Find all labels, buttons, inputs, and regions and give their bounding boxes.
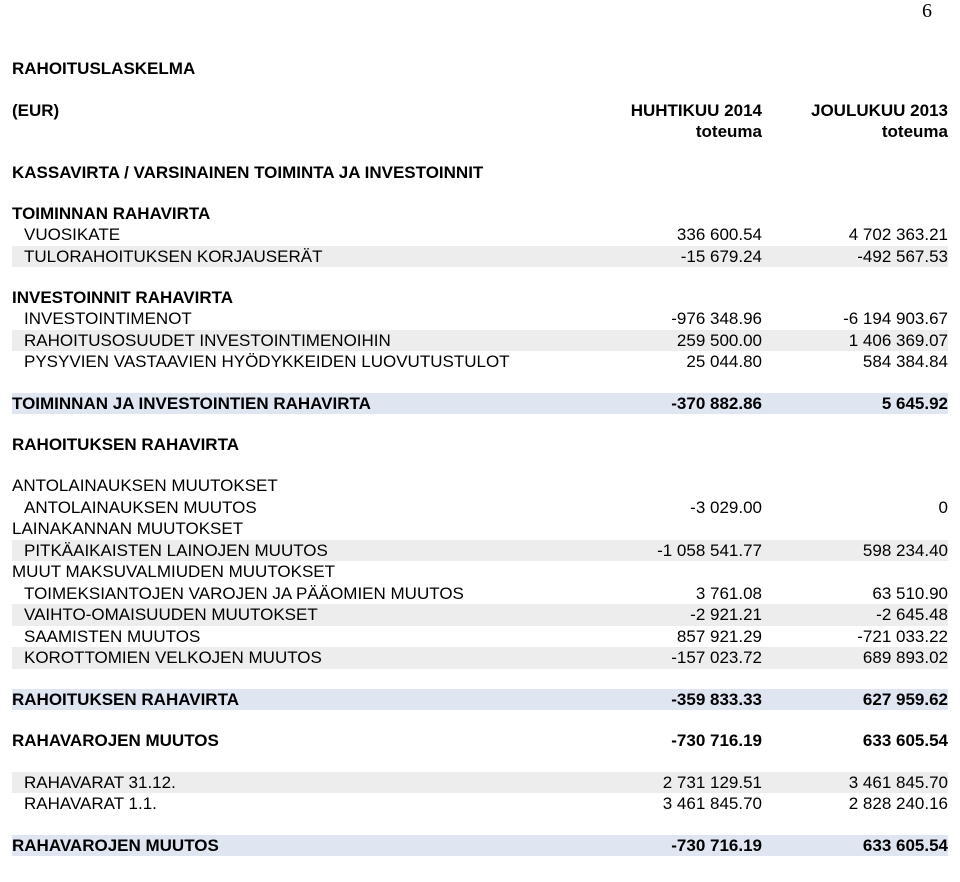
total-value-2014: -730 716.19 xyxy=(671,835,762,855)
row-value-2014: -976 348.96 xyxy=(671,309,762,328)
row-value-2013: 0 xyxy=(938,497,948,517)
total-row-financing xyxy=(12,689,948,711)
row-label: RAHAVARAT 1.1. xyxy=(24,794,157,813)
total-value-2013: 627 959.62 xyxy=(862,689,948,709)
page-number: 6 xyxy=(922,0,932,22)
row-value-2013: -492 567.53 xyxy=(857,246,948,266)
row-value-2013: -6 194 903.67 xyxy=(843,309,948,328)
row-value-2013: -721 033.22 xyxy=(857,626,948,646)
column-header-period: JOULUKUU 2013 xyxy=(811,101,948,120)
row-label: RAHAVARAT 31.12. xyxy=(24,772,176,792)
table-row xyxy=(12,583,948,605)
table-row xyxy=(12,793,948,815)
table-row xyxy=(12,308,948,330)
row-value-2014: 3 461 845.70 xyxy=(662,794,762,813)
row-label: RAHOITUSOSUUDET INVESTOINTIMENOIHIN xyxy=(24,330,391,350)
row-value-2014: -157 023.72 xyxy=(671,648,762,667)
row-value-2013: 4 702 363.21 xyxy=(848,225,948,244)
row-value-2014: 3 761.08 xyxy=(695,583,762,603)
total-label: TOIMINNAN JA INVESTOINTIEN RAHAVIRTA xyxy=(12,393,371,413)
cash-flow-statement xyxy=(12,58,948,856)
row-value-2014: 259 500.00 xyxy=(676,330,762,350)
row-label: ANTOLAINAUKSEN MUUTOS xyxy=(24,497,257,517)
group-heading-loans: LAINAKANNAN MUUTOKSET xyxy=(12,519,244,538)
column-header-december-2013 xyxy=(762,100,948,142)
table-row xyxy=(12,540,948,562)
table-row xyxy=(12,351,948,373)
row-label: TOIMEKSIANTOJEN VAROJEN JA PÄÄOMIEN MUUTOS xyxy=(24,583,464,603)
row-value-2013: 633 605.54 xyxy=(862,731,948,750)
table-row xyxy=(12,604,948,626)
table-row xyxy=(12,497,948,519)
section-heading-operating: TOIMINNAN RAHAVIRTA xyxy=(12,204,211,223)
row-value-2013: 584 384.84 xyxy=(862,352,948,371)
row-label: RAHAVAROJEN MUUTOS xyxy=(12,731,219,750)
section-heading-main: KASSAVIRTA / VARSINAINEN TOIMINTA JA INVESTOINNIT xyxy=(12,163,484,182)
total-value-2014: -359 833.33 xyxy=(671,689,762,709)
total-label: RAHOITUKSEN RAHAVIRTA xyxy=(12,689,239,709)
row-label: VAIHTO-OMAISUUDEN MUUTOKSET xyxy=(24,605,318,624)
row-value-2013: 2 828 240.16 xyxy=(848,794,948,813)
total-row-operating-investments xyxy=(12,393,948,415)
column-header-type: toteuma xyxy=(695,122,762,141)
group-heading-lending: ANTOLAINAUKSEN MUUTOKSET xyxy=(12,476,278,495)
total-label: RAHAVAROJEN MUUTOS xyxy=(12,835,219,855)
row-value-2014: 25 044.80 xyxy=(686,352,762,371)
row-value-2014: -730 716.19 xyxy=(671,731,762,750)
total-value-2013: 5 645.92 xyxy=(881,393,948,413)
row-value-2013: -2 645.48 xyxy=(876,605,948,624)
table-row xyxy=(12,246,948,268)
row-value-2013: 598 234.40 xyxy=(862,540,948,560)
unit-label: (EUR) xyxy=(12,101,60,120)
section-heading-investments: INVESTOINNIT RAHAVIRTA xyxy=(12,288,234,307)
row-value-2014: 336 600.54 xyxy=(676,225,762,244)
section-heading-financing: RAHOITUKSEN RAHAVIRTA xyxy=(12,435,239,454)
row-label: INVESTOINTIMENOT xyxy=(24,309,192,328)
row-label: SAAMISTEN MUUTOS xyxy=(24,626,201,646)
total-row-cash-change xyxy=(12,835,948,857)
row-label: KOROTTOMIEN VELKOJEN MUUTOS xyxy=(24,648,322,667)
total-value-2014: -370 882.86 xyxy=(671,393,762,413)
row-value-2014: -3 029.00 xyxy=(690,497,762,517)
row-value-2014: -1 058 541.77 xyxy=(657,540,762,560)
row-label: VUOSIKATE xyxy=(24,225,121,244)
total-value-2013: 633 605.54 xyxy=(862,835,948,855)
table-row xyxy=(12,626,948,648)
group-heading-liquidity: MUUT MAKSUVALMIUDEN MUUTOKSET xyxy=(12,562,336,581)
row-value-2014: -15 679.24 xyxy=(680,246,762,266)
column-header-type: toteuma xyxy=(881,122,948,141)
table-row xyxy=(12,772,948,794)
column-header xyxy=(12,100,948,142)
row-value-2013: 63 510.90 xyxy=(872,583,948,603)
row-value-2014: 857 921.29 xyxy=(676,626,762,646)
row-label: PITKÄAIKAISTEN LAINOJEN MUUTOS xyxy=(24,540,328,560)
table-row xyxy=(12,330,948,352)
row-value-2013: 1 406 369.07 xyxy=(848,330,948,350)
page-title: RAHOITUSLASKELMA xyxy=(12,59,196,78)
row-value-2014: -2 921.21 xyxy=(690,605,762,624)
table-row xyxy=(12,647,948,669)
row-value-2013: 689 893.02 xyxy=(862,648,948,667)
cash-change-row xyxy=(12,730,948,752)
table-row xyxy=(12,224,948,246)
row-value-2014: 2 731 129.51 xyxy=(662,772,762,792)
row-label: TULORAHOITUKSEN KORJAUSERÄT xyxy=(24,246,323,266)
row-value-2013: 3 461 845.70 xyxy=(848,772,948,792)
column-header-april-2014 xyxy=(597,100,762,142)
row-label: PYSYVIEN VASTAAVIEN HYÖDYKKEIDEN LUOVUTUSTULOT xyxy=(24,352,510,371)
column-header-period: HUHTIKUU 2014 xyxy=(630,101,762,120)
